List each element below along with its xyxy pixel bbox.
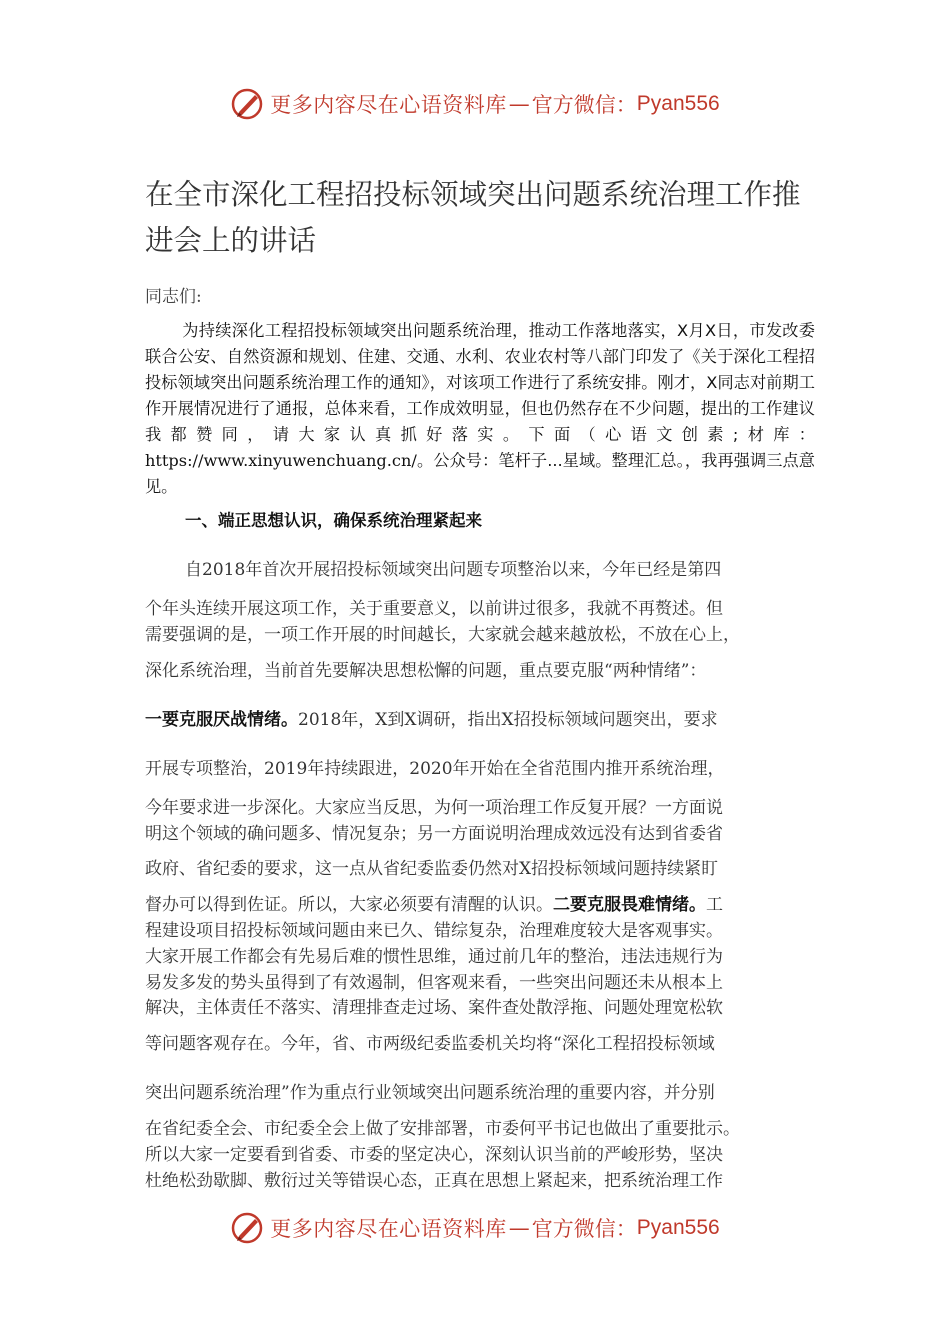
footer-banner bbox=[0, 1208, 950, 1248]
body-line: 大家开展工作都会有先易后难的惯性思维，通过前几年的整治，违法违规行为 bbox=[145, 947, 723, 967]
banner-wechat-id: Pyan556 bbox=[636, 92, 720, 115]
body-line: 突出问题系统治理”作为重点行业领域突出问题系统治理的重要内容，并分别 bbox=[145, 1083, 715, 1103]
body-line: 深化系统治理，当前首先要解决思想松懈的问题，重点要克服“两种情绪”： bbox=[145, 661, 707, 681]
emphasis-text: 一要克服厌战情绪。 bbox=[145, 710, 298, 730]
body-line bbox=[145, 705, 718, 730]
body-line-rest: 2018年，X到X调研，指出X招投标领域问题突出，要求 bbox=[298, 710, 718, 730]
body-line-part: 督办可以得到佐证。所以，大家必须要有清醒的认识。 bbox=[145, 895, 553, 915]
body-line: 程建设项目招投标领域问题由来已久、错综复杂，治理难度较大是客观事实。 bbox=[145, 921, 723, 941]
body-line: 今年要求进一步深化。大家应当反思，为何一项治理工作反复开展？一方面说 bbox=[145, 798, 723, 818]
body-line: 所以大家一定要看到省委、市委的坚定决心，深刻认识当前的严峻形势，坚决 bbox=[145, 1145, 723, 1165]
header-banner bbox=[0, 84, 950, 124]
body-line: 开展专项整治，2019年持续跟进，2020年开始在全省范围内推开系统治理， bbox=[145, 759, 725, 779]
intro-paragraph bbox=[145, 318, 815, 500]
body-line: 自2018年首次开展招投标领域突出问题专项整治以来，今年已经是第四 bbox=[185, 560, 722, 580]
greeting: 同志们: bbox=[145, 287, 202, 307]
pen-logo-icon bbox=[230, 1210, 266, 1246]
body-line: 政府、省纪委的要求，这一点从省纪委监委仍然对X招投标领域问题持续紧盯 bbox=[145, 859, 719, 879]
intro-text-b: 。公众号：笔杆子...星域。整理汇总。，我再强调三点意见。 bbox=[145, 451, 815, 496]
banner-text: 更多内容尽在心语资料库 bbox=[270, 93, 507, 117]
pen-logo-icon bbox=[230, 86, 266, 122]
document-title: 在全市深化工程招投标领域突出问题系统治理工作推进会上的讲话 bbox=[145, 178, 801, 257]
body-line: 等问题客观存在。今年，省、市两级纪委监委机关均将“深化工程招投标领域 bbox=[145, 1034, 715, 1054]
banner-wechat-label: 官方微信： bbox=[531, 1217, 637, 1241]
intro-text-a: 为持续深化工程招投标领域突出问题系统治理，推动工作落地落实，X月X日，市发改委联合公安、自然资源和规划、住建、交通、水利、农业农村等八部门印发了《关于深化工程招投标领域突出问题系统治理工作的通知》，对该项工作进行了系统安排。刚才，X同志对前期工作开展情况进行了通报，总体来看，工作成效明显，但也仍然存在不少问题，提出的工作建议我都赞同，请大家认真抓好落实。下面（心语文创素;材库： bbox=[145, 321, 815, 444]
body-line: 易发多发的势头虽得到了有效遏制，但客观来看，一些突出问题还未从根本上 bbox=[145, 973, 723, 993]
body-line-part: 工 bbox=[706, 895, 723, 915]
banner-wechat-id: Pyan556 bbox=[636, 1216, 720, 1239]
body-line: 明这个领域的确问题多、情况复杂；另一方面说明治理成效远没有达到省委省 bbox=[145, 824, 723, 844]
emphasis-text: 二要克服畏难情绪。 bbox=[553, 895, 706, 915]
banner-separator: — bbox=[508, 1216, 530, 1240]
section-heading-1: 一、端正思想认识，确保系统治理紧起来 bbox=[185, 511, 482, 530]
body-line: 个年头连续开展这项工作，关于重要意义，以前讲过很多，我就不再赘述。但 bbox=[145, 599, 723, 619]
source-url: https://www.xinyuwenchuang.cn/ bbox=[145, 451, 417, 470]
banner-separator: — bbox=[508, 92, 530, 116]
banner-wechat-label: 官方微信： bbox=[531, 93, 637, 117]
body-line: 杜绝松劲歇脚、敷衍过关等错误心态，正真在思想上紧起来，把系统治理工作 bbox=[145, 1171, 723, 1191]
banner-text: 更多内容尽在心语资料库 bbox=[270, 1217, 507, 1241]
body-line bbox=[145, 890, 723, 915]
body-line: 在省纪委全会、市纪委全会上做了安排部署，市委何平书记也做出了重要批示。 bbox=[145, 1119, 740, 1139]
body-line: 解决，主体责任不落实、清理排查走过场、案件查处散浮拖、问题处理宽松软 bbox=[145, 998, 723, 1018]
body-line: 需要强调的是，一项工作开展的时间越长，大家就会越来越放松，不放在心上， bbox=[145, 625, 740, 645]
